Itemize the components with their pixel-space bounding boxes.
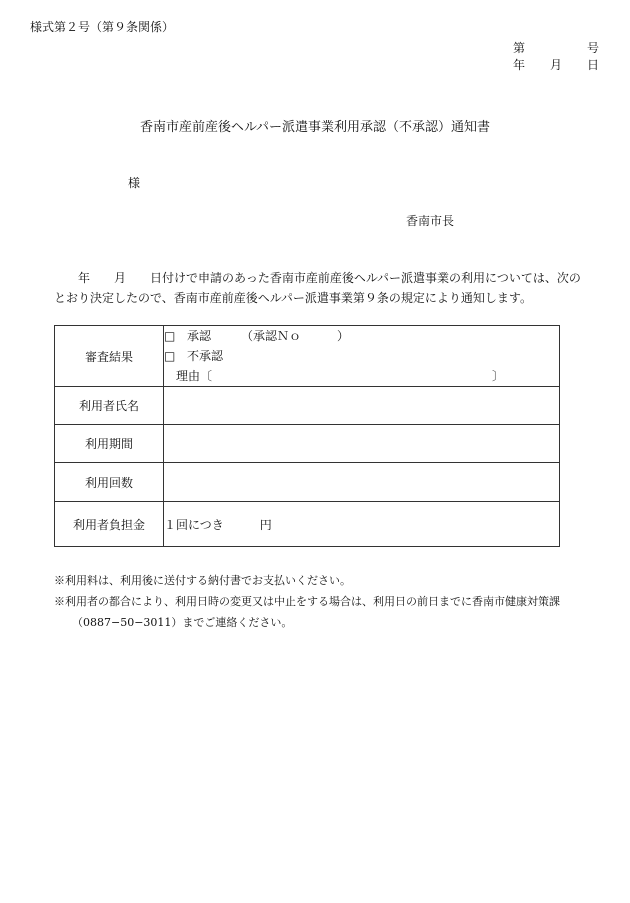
notes xyxy=(54,570,560,633)
result-label: 審査結果 xyxy=(55,326,164,387)
body-line-2: とおり決定したので、香南市産前産後ヘルパー派遣事業第９条の規定により通知します。 xyxy=(54,291,532,305)
fee-label: 利用者負担金 xyxy=(55,502,164,547)
note-2-continued: （0887−50−3011）までご連絡ください。 xyxy=(72,616,293,629)
user-name-label: 利用者氏名 xyxy=(55,387,164,425)
reason-close: 〕 xyxy=(492,369,505,383)
fee-unit: 円 xyxy=(259,517,272,532)
fee-per: １回につき xyxy=(164,517,224,532)
document-date-line xyxy=(513,56,599,73)
notice-body xyxy=(54,268,599,308)
reason-line xyxy=(164,366,559,386)
date-day: 日 xyxy=(586,58,599,72)
body-line-1: 年 月 日付けで申請のあった香南市産前産後ヘルパー派遣事業の利用については、次の xyxy=(78,271,581,285)
document-number-line xyxy=(513,39,599,56)
form-number: 様式第２号（第９条関係） xyxy=(30,20,175,34)
count-field[interactable] xyxy=(164,463,560,502)
user-name-field[interactable] xyxy=(164,387,560,425)
note-1: ※利用料は、利用後に送付する納付書でお支払いください。 xyxy=(54,574,351,587)
fee-field[interactable] xyxy=(164,502,560,547)
table-row xyxy=(55,387,560,425)
reject-label: 不承認 xyxy=(187,349,224,363)
note-2: ※利用者の都合により、利用日時の変更又は中止をする場合は、利用日の前日までに香南市健康対策課 xyxy=(54,595,560,608)
result-table xyxy=(54,325,560,547)
approve-number: （承認Ｎｏ ） xyxy=(241,329,350,343)
reject-option xyxy=(164,346,559,366)
table-row xyxy=(55,425,560,463)
number-prefix: 第 xyxy=(513,41,526,55)
issuer: 香南市長 xyxy=(406,214,455,228)
period-field[interactable] xyxy=(164,425,560,463)
period-label: 利用期間 xyxy=(55,425,164,463)
approve-label: 承認 xyxy=(187,329,212,343)
approve-checkbox[interactable]: □ xyxy=(164,329,176,343)
table-row xyxy=(55,326,560,387)
date-month: 月 xyxy=(549,58,562,72)
table-row xyxy=(55,463,560,502)
document-title: 香南市産前産後ヘルパー派遣事業利用承認（不承認）通知書 xyxy=(139,120,491,135)
reason-open: 理由〔 xyxy=(176,369,213,383)
table-row xyxy=(55,502,560,547)
number-suffix: 号 xyxy=(586,41,599,55)
approve-option xyxy=(164,326,559,346)
date-year: 年 xyxy=(513,58,526,72)
count-label: 利用回数 xyxy=(55,463,164,502)
addressee-suffix: 様 xyxy=(128,176,141,190)
result-value xyxy=(164,326,560,387)
reject-checkbox[interactable]: □ xyxy=(164,349,176,363)
